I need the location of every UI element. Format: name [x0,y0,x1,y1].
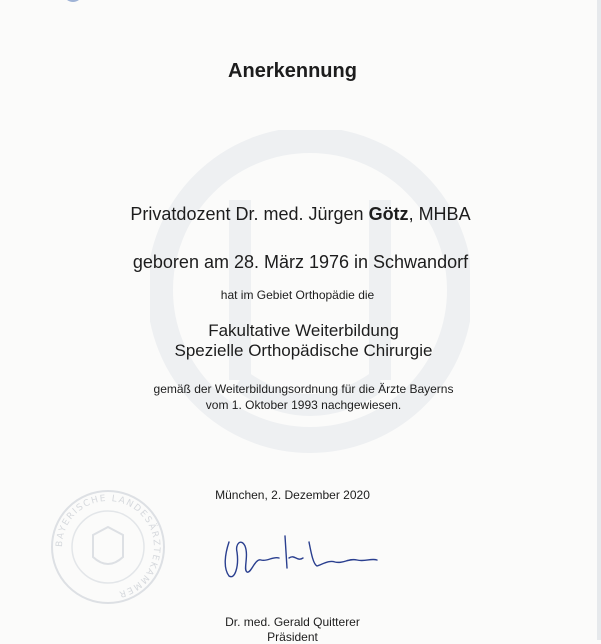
recipient-surname: Götz [368,204,409,224]
embossed-seal [48,487,168,607]
top-edge-mark [62,0,84,4]
recipient-name [0,204,601,225]
document-title: Anerkennung [228,60,357,82]
recipient-prefix: Privatdozent Dr. med. Jürgen [130,204,364,224]
birth-line: geboren am 28. März 1976 in Schwandorf [132,252,469,272]
statement-line-1: gemäß der Weiterbildungsordnung für die Ärzte Bayerns [153,382,454,396]
statement-line-2: vom 1. Oktober 1993 nachgewiesen. [205,398,402,412]
place-date: München, 2. Dezember 2020 [215,488,370,502]
area-line: hat im Gebiet Orthopädie die [220,288,375,302]
recipient-suffix: , MHBA [408,204,471,224]
qualification-line-2: Spezielle Orthopädische Chirurgie [174,341,433,360]
page-edge [597,0,601,640]
signer-role: Präsident [267,630,318,644]
signature [215,528,385,584]
qualification-line-1: Fakultative Weiterbildung [208,321,399,340]
seal-text: BAYERISCHE LANDESÄRZTEKAMMER [54,493,162,599]
signer-name: Dr. med. Gerald Quitterer [225,615,360,629]
